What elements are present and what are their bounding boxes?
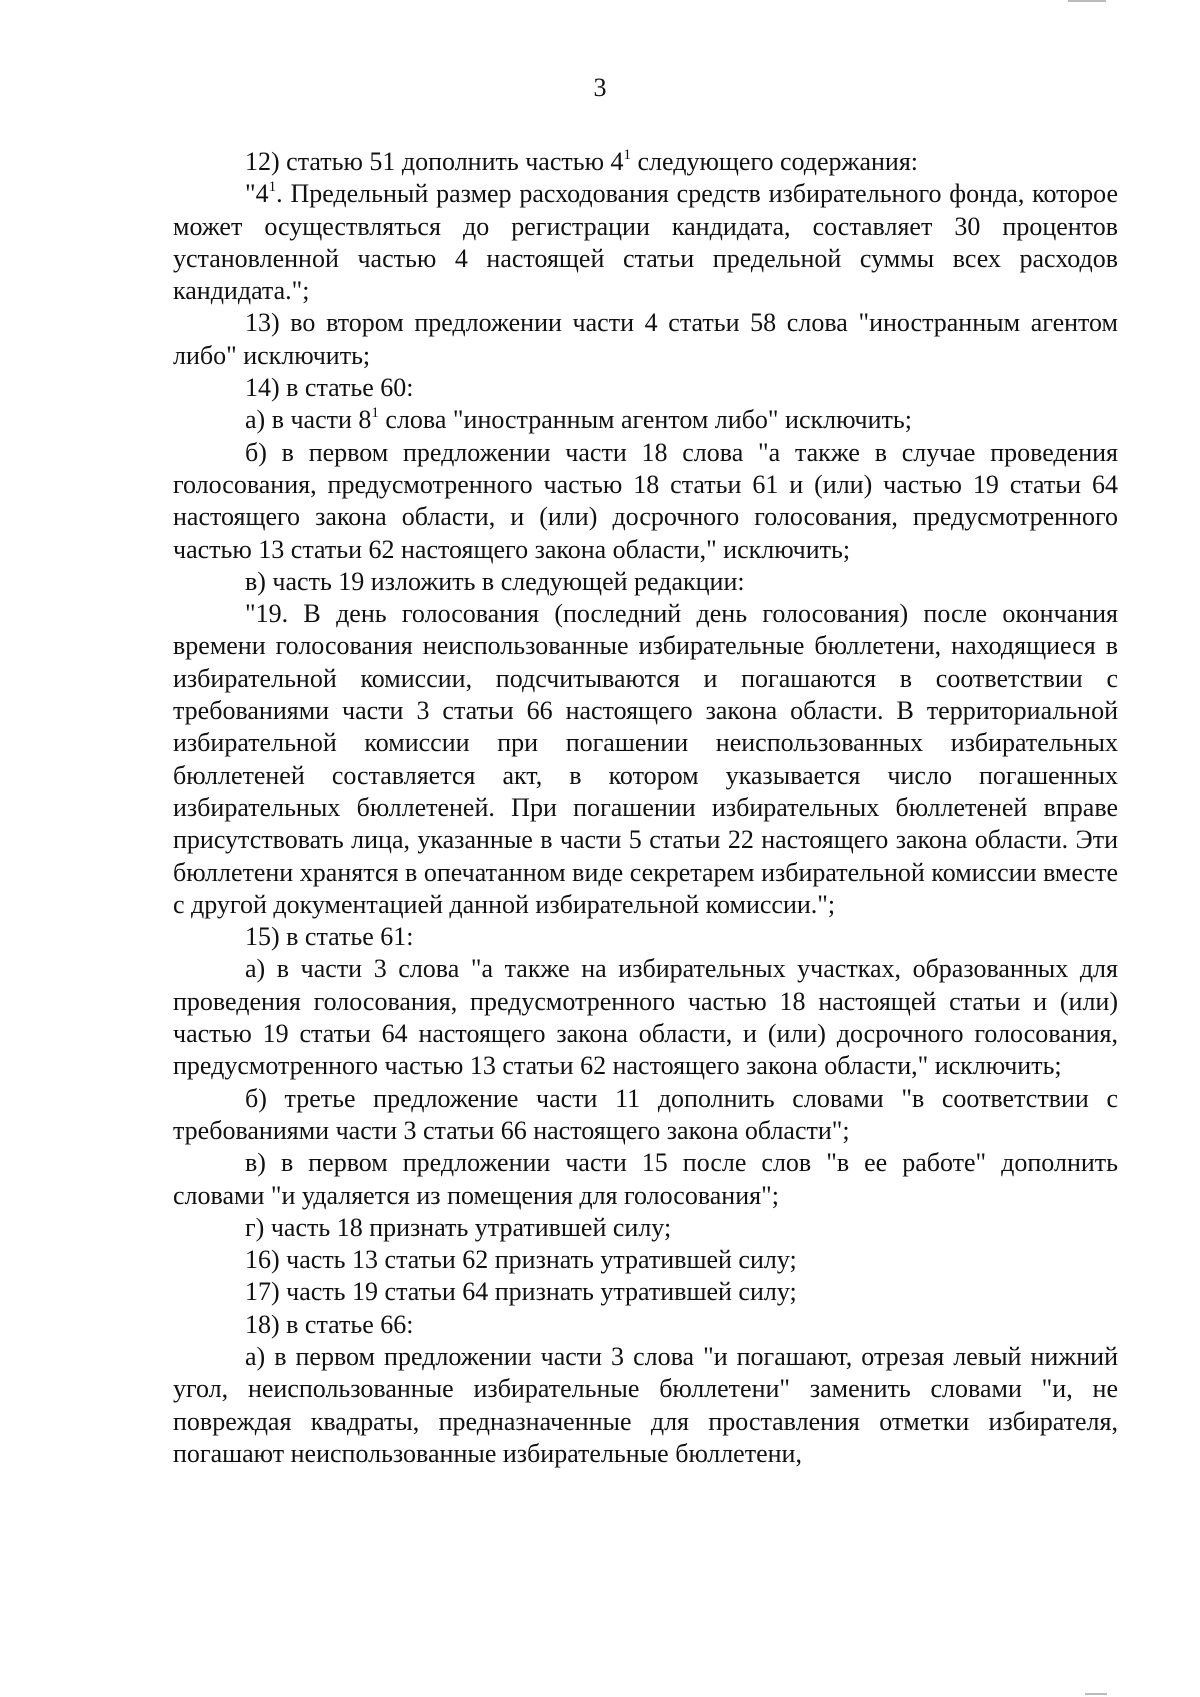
paragraph-p15 bbox=[173, 921, 1118, 953]
paragraph-text-continued: следующего содержания: bbox=[631, 147, 919, 176]
paragraph-text: а) в первом предложении части 3 слова "и погашают, отрезая левый нижний угол, неиспользованные избирательные бюллетени" заменить словами "и, не повреждая квадраты, предназначенные для проставления отметки избирателя, погашают неиспользованные избирательные бюллетени, bbox=[173, 1341, 1118, 1468]
paragraph-text: г) часть 18 признать утратившей силу; bbox=[245, 1212, 672, 1242]
paragraph-text: 17) часть 19 статьи 64 признать утратившей силу; bbox=[245, 1277, 797, 1307]
superscript-index: 1 bbox=[371, 405, 379, 422]
paragraph-p15b bbox=[173, 1083, 1118, 1148]
paragraph-text: в) в первом предложении части 15 после слов "в ее работе" дополнить словами "и удаляется из помещения для голосования"; bbox=[173, 1148, 1118, 1210]
paragraph-p14 bbox=[173, 372, 1118, 404]
page-number: 3 bbox=[593, 73, 607, 102]
paragraph-text: б) в первом предложении части 18 слова "а также в случае проведения голосования, предусмотренного частью 18 статьи 61 и (или) частью 19 статьи 64 настоящего закона области, и (или) досрочного голосования, предусмотренного частью 13 статьи 62 настоящего закона области," исключить; bbox=[173, 437, 1118, 564]
paragraph-p17 bbox=[173, 1276, 1118, 1308]
scan-artifact-top-right bbox=[1068, 0, 1106, 2]
paragraph-text: в) часть 19 изложить в следующей редакции: bbox=[245, 566, 745, 596]
paragraph-p12-text bbox=[173, 178, 1118, 307]
paragraph-text: а) в части 3 слова "а также на избирательных участках, образованных для проведения голосования, предусмотренного частью 18 настоящей статьи и (или) частью 19 статьи 64 настоящего закона области, и (или) досрочного голосования, предусмотренного частью 13 статьи 62 настоящего закона области," исключить; bbox=[173, 954, 1118, 1081]
paragraph-p14v bbox=[173, 566, 1118, 598]
paragraph-p15a bbox=[173, 953, 1118, 1082]
paragraph-p14a bbox=[173, 404, 1118, 436]
paragraph-text: 13) во втором предложении части 4 статьи 58 слова "иностранным агентом либо" исключить; bbox=[173, 308, 1118, 370]
paragraph-p15g bbox=[173, 1212, 1118, 1244]
paragraph-p13 bbox=[173, 307, 1118, 372]
paragraph-text: 15) в статье 61: bbox=[245, 922, 414, 952]
paragraph-text: б) третье предложение части 11 дополнить словами "в соответствии с требованиями части 3 статьи 66 настоящего закона области"; bbox=[173, 1083, 1118, 1145]
paragraph-text: 18) в статье 66: bbox=[245, 1309, 414, 1339]
scan-artifact-bottom-right bbox=[1085, 1693, 1107, 1695]
document-body bbox=[173, 146, 1118, 1470]
paragraph-text: 16) часть 13 статьи 62 признать утратившей силу; bbox=[245, 1245, 797, 1275]
superscript-index: 1 bbox=[268, 179, 277, 196]
paragraph-p16 bbox=[173, 1244, 1118, 1276]
paragraph-p14b bbox=[173, 437, 1118, 566]
superscript-index: 1 bbox=[623, 147, 632, 163]
paragraph-text: а) в части 8 bbox=[245, 405, 372, 435]
paragraph-text: 12) статью 51 дополнить частью 4 bbox=[245, 147, 624, 176]
paragraph-text-continued: слова "иностранным агентом либо" исключить; bbox=[378, 405, 912, 435]
paragraph-p18 bbox=[173, 1309, 1118, 1341]
paragraph-text: "4 bbox=[245, 179, 269, 209]
paragraph-text: 14) в статье 60: bbox=[245, 373, 414, 403]
paragraph-text: "19. В день голосования (последний день голосования) после окончания времени голосования неиспользованные избирательные бюллетени, находящиеся в избирательной комиссии, подсчитываются и погашаются в соответствии с требованиями части 3 статьи 66 настоящего закона области. В территориальной избирательной комиссии при погашении неиспользованных избирательных бюллетеней составляется акт, в котором указывается число погашенных избирательных бюллетеней. При погашении избирательных бюллетеней вправе присутствовать лица, указанные в части 5 статьи 22 настоящего закона области. Эти бюллетени хранятся в опечатанном виде секретарем избирательной комиссии вместе с другой документацией данной избирательной комиссии."; bbox=[173, 599, 1118, 919]
paragraph-p15v bbox=[173, 1147, 1118, 1212]
paragraph-p18a bbox=[173, 1341, 1118, 1470]
paragraph-text-continued: . Предельный размер расходования средств избирательного фонда, которое может осуществляться до регистрации кандидата, составляет 30 процентов установленной частью 4 настоящей статьи предельной суммы всех расходов кандидата."; bbox=[173, 179, 1118, 306]
paragraph-p12 bbox=[173, 146, 1118, 178]
paragraph-p14v-text bbox=[173, 598, 1118, 921]
